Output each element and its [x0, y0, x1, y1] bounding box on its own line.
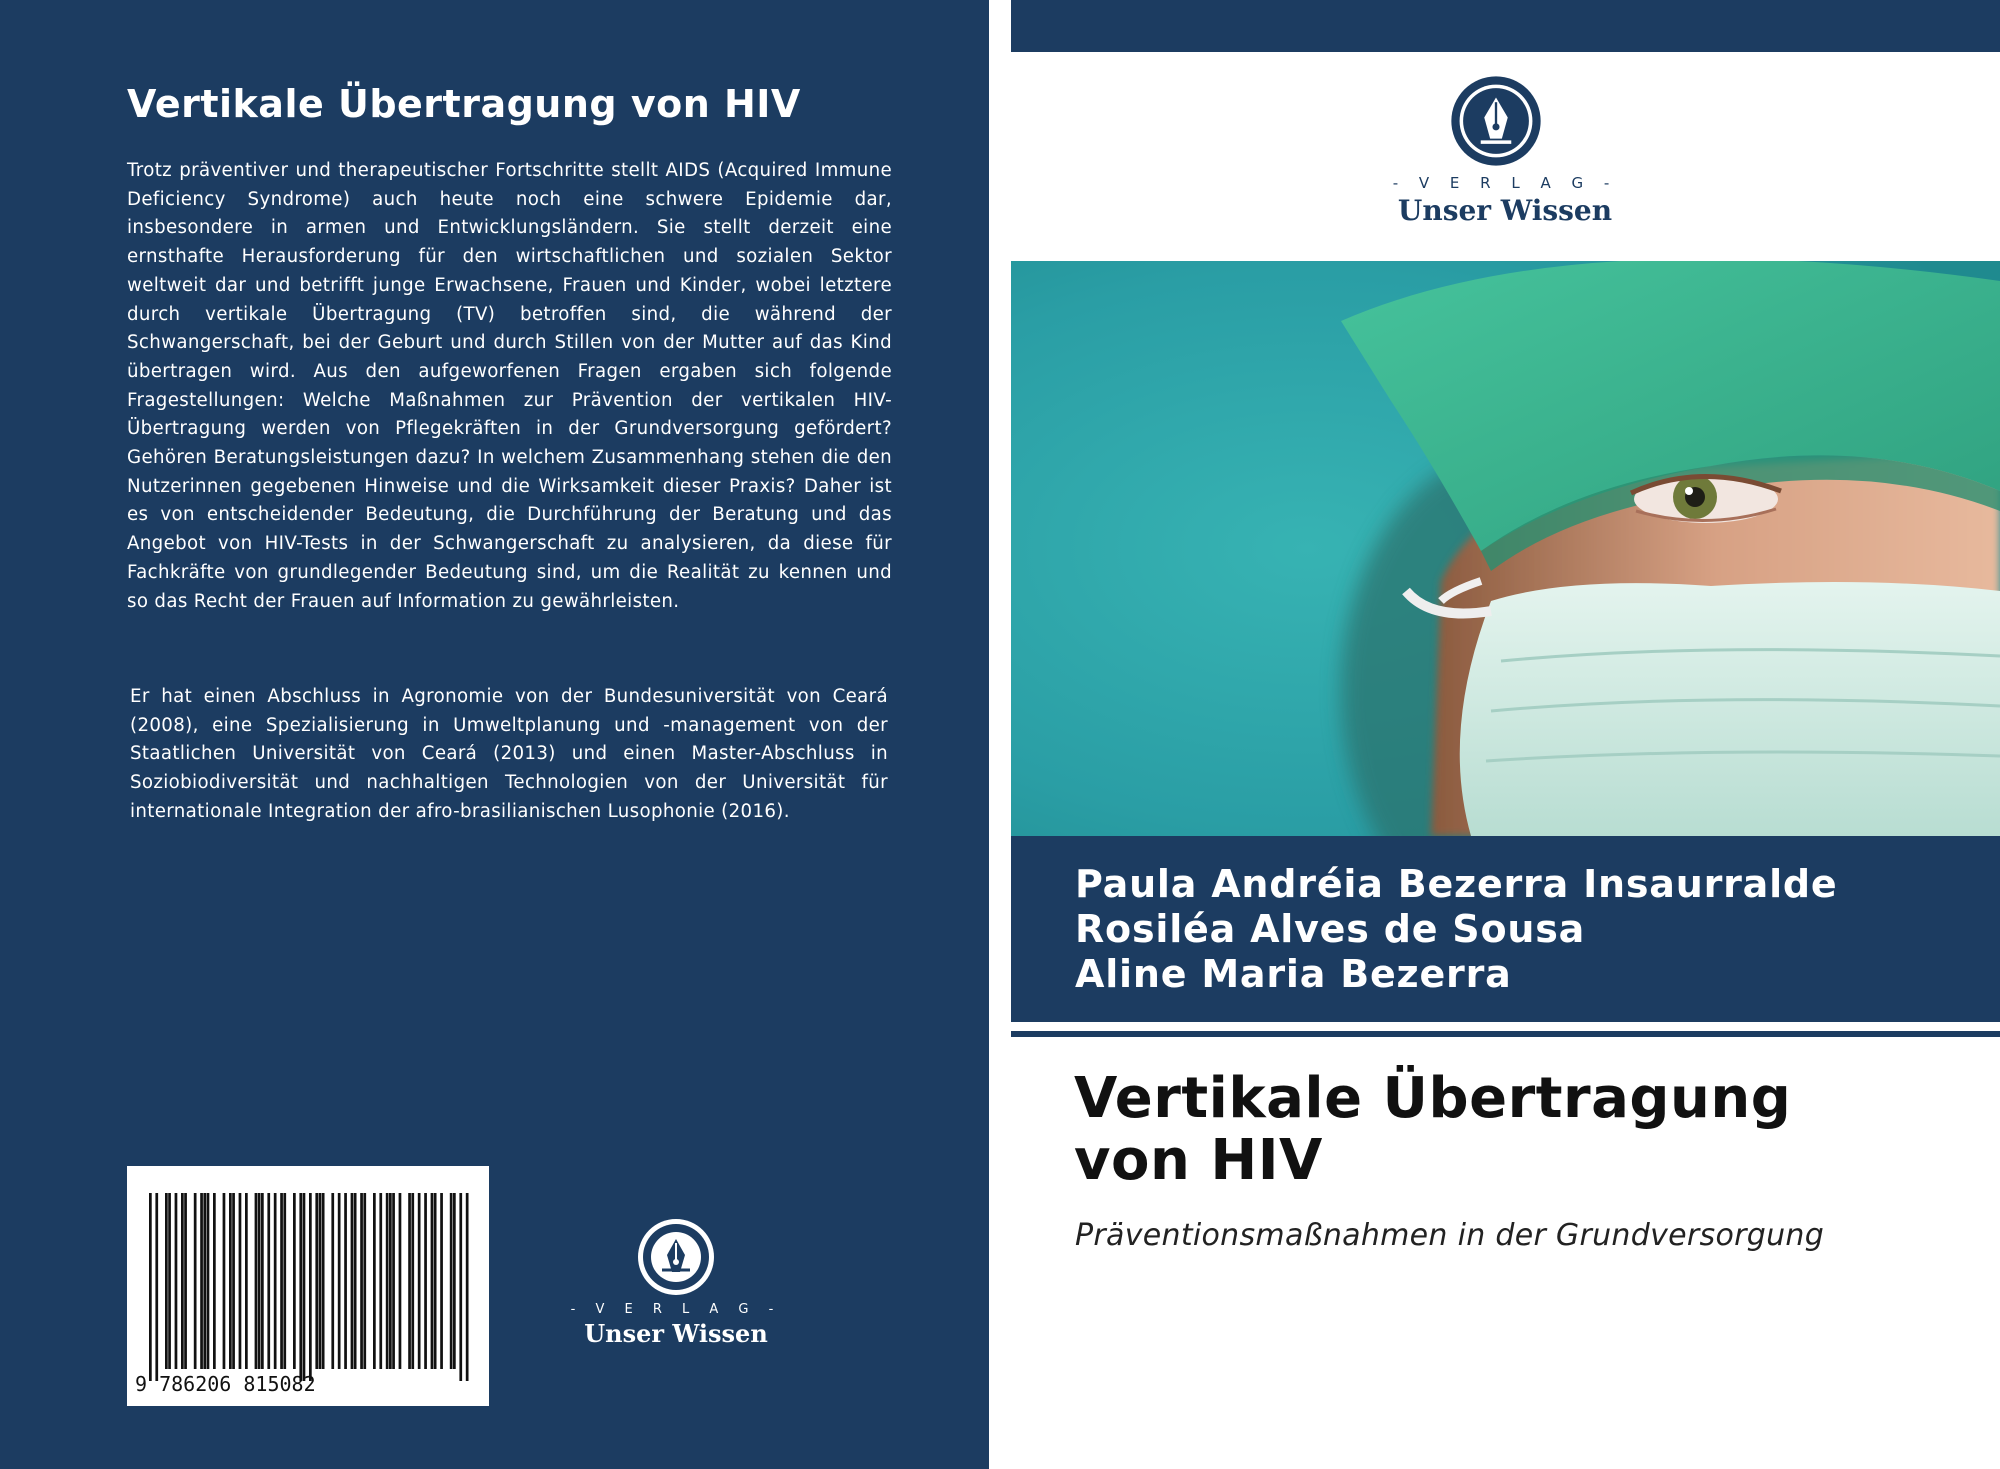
book-title-line-1: Vertikale Übertragung — [1074, 1066, 1792, 1131]
back-cover-title: Vertikale Übertragung von HIV — [127, 82, 801, 126]
barcode-bar — [386, 1193, 389, 1369]
author-name-1: Paula Andréia Bezerra Insaurralde — [1075, 862, 1838, 906]
front-top-bar — [1011, 0, 2000, 52]
barcode-bar — [168, 1193, 171, 1369]
spine-gap — [989, 0, 1011, 1469]
barcode-bar — [351, 1193, 354, 1369]
book-title — [1074, 1068, 1974, 1192]
author-bio: Er hat einen Abschluss in Agronomie von der Bundesuniversität von Ceará (2008), eine Spezialisierung in Umweltplanung und -management von der Staatlichen Universität von Ceará (2013) und einen Master-Abschluss in Soziobiodiversität und nachhaltigen Technologien von der Universität für internationale Integration der afro-brasilianischen Lusophonie (2016). — [130, 686, 888, 822]
barcode-bar — [255, 1193, 258, 1369]
surgeon-illustration — [1011, 261, 2000, 836]
barcode-bar — [181, 1193, 184, 1369]
barcode-bar — [392, 1193, 395, 1369]
barcode-bar — [165, 1193, 168, 1369]
barcode-bar — [434, 1193, 437, 1369]
isbn-digits: 9 786206 815082 — [135, 1372, 316, 1396]
barcode-bar — [354, 1193, 357, 1369]
barcode-bar — [466, 1193, 469, 1381]
barcode-bar — [280, 1193, 283, 1369]
barcode-bar — [315, 1193, 318, 1369]
barcode-bar — [303, 1193, 306, 1381]
barcode-bar — [203, 1193, 206, 1369]
fountain-pen-nib-icon — [1449, 74, 1543, 168]
barcode-bar — [299, 1193, 302, 1381]
barcode-bar — [194, 1193, 197, 1369]
book-title-line-2: von HIV — [1074, 1128, 1323, 1193]
book-subtitle: Präventionsmaßnahmen in der Grundversorgung — [1075, 1218, 1825, 1253]
barcode-bar — [453, 1193, 456, 1369]
barcode-bar — [239, 1193, 242, 1369]
barcode-bar — [431, 1193, 434, 1369]
barcode-bar — [245, 1193, 248, 1369]
barcode-bar — [293, 1193, 296, 1369]
author-name-3: Aline Maria Bezerra — [1075, 952, 1512, 996]
barcode-bar — [229, 1193, 232, 1369]
barcode-bar — [424, 1193, 427, 1369]
fountain-pen-nib-icon — [636, 1217, 716, 1297]
barcode-bar — [309, 1193, 312, 1381]
barcode-bar — [261, 1193, 264, 1369]
cover-photo-surgeon — [1011, 261, 2000, 836]
author-band — [1011, 836, 2000, 1022]
barcode-bar — [331, 1193, 334, 1369]
barcode-bar — [418, 1193, 421, 1369]
barcode-bar — [207, 1193, 210, 1369]
barcode-bar — [200, 1193, 203, 1369]
barcode-bar — [379, 1193, 382, 1369]
barcode-bar — [155, 1193, 158, 1381]
publisher-logo-front — [1380, 72, 1630, 232]
barcode-bar — [258, 1193, 261, 1369]
barcode-bar — [223, 1193, 226, 1369]
barcode-bar — [184, 1193, 187, 1369]
barcode-bar — [440, 1193, 443, 1369]
barcode-bar — [283, 1193, 286, 1369]
publisher-name: Unser Wissen — [1397, 194, 1613, 227]
barcode-bar — [344, 1193, 347, 1369]
barcode-bar — [459, 1193, 462, 1381]
isbn-barcode — [127, 1166, 489, 1406]
barcode-bar — [389, 1193, 392, 1369]
author-name-2: Rosiléa Alves de Sousa — [1075, 907, 1586, 951]
divider-rule — [1011, 1031, 2000, 1037]
publisher-name: Unser Wissen — [584, 1319, 768, 1348]
barcode-bar — [360, 1193, 363, 1369]
barcode-icon — [127, 1166, 489, 1406]
barcode-bar — [338, 1193, 341, 1369]
barcode-bar — [322, 1193, 325, 1369]
barcode-bar — [408, 1193, 411, 1369]
back-cover — [0, 0, 989, 1469]
book-blurb: Trotz präventiver und therapeutischer Fortschritte stellt AIDS (Acquired Immune Deficiency Syndrome) auch heute noch eine schwere Epidemie dar, insbesondere in armen und Entwicklungsländern. Sie stellt derzeit eine ernsthafte Herausforderung für den wirtschaftlichen und sozialen Sektor weltweit dar und betrifft junge Erwachsene, Frauen und Kinder, wobei letztere durch vertikale Übertragung (TV) betroffen sind, die während der Schwangerschaft, bei der Geburt und durch Stillen von der Mutter auf das Kind übertragen wird. Aus den aufgeworfenen Fragen ergaben sich folgende Fragestellungen: Welche Maßnahmen zur Prävention der vertikalen HIV-Übertragung werden von Pflegekräften in der Grundversorgung gefördert? Gehören Beratungsleistungen dazu? In welchem Zusammenhang stehen die den Nutzerinnen gegebenen Hinweise und die Wirksamkeit dieser Praxis? Daher ist es von entscheidender Bedeutung, die Durchführung der Beratung und das Angebot von HIV-Tests in der Schwangerschaft zu analysieren, da diese für Fachkräfte von grundlegender Bedeutung sind, um die Realität zu kennen und so das Recht der Frauen auf Information zu gewährleisten. — [127, 160, 892, 612]
barcode-bar — [450, 1193, 453, 1369]
barcode-bar — [267, 1193, 270, 1369]
barcode-bar — [274, 1193, 277, 1369]
publisher-verlag-label: - V E R L A G - — [1392, 174, 1618, 192]
barcode-bar — [363, 1193, 366, 1369]
publisher-logo-back — [570, 1212, 782, 1347]
barcode-bar — [213, 1193, 216, 1369]
barcode-bar — [149, 1193, 152, 1381]
barcode-bar — [373, 1193, 376, 1369]
barcode-bar — [175, 1193, 178, 1369]
barcode-bar — [232, 1193, 235, 1369]
publisher-verlag-label: - V E R L A G - — [570, 1302, 782, 1317]
barcode-bar — [399, 1193, 402, 1369]
barcode-bar — [319, 1193, 322, 1369]
barcode-bar — [411, 1193, 414, 1369]
